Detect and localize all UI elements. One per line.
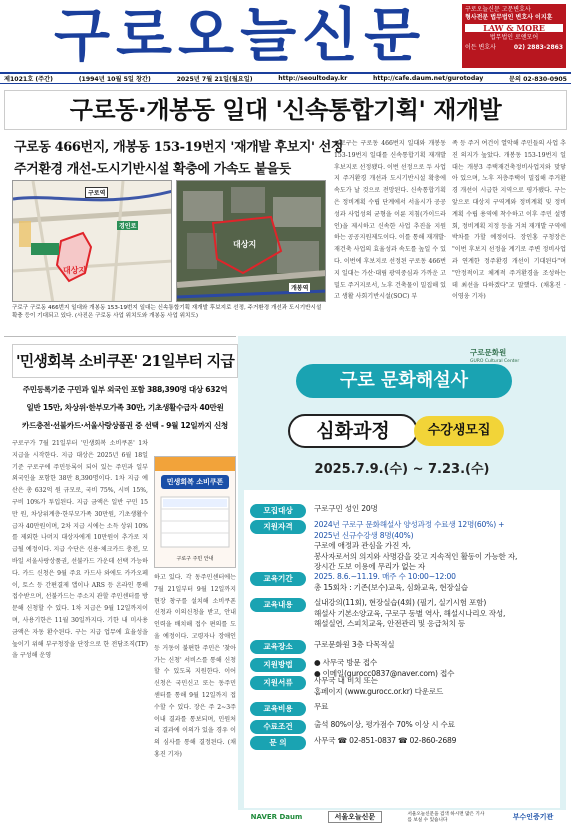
poster-row-line: 실내강의(11회), 현장실습(4회) (필기, 실기시험 포함) [314, 598, 487, 607]
ad-line-2: 형사전문 법무법인 변호사 이지훈 [465, 14, 553, 21]
second-subheadline-1: 주민등록기준 구민과 일부 외국인 포함 388,390명 대상 632억 [22, 385, 228, 394]
map1-road-label: 경인로 [119, 223, 137, 230]
poster-row-label: 교육비용 [250, 702, 306, 716]
coupon-poster-thumbnail [154, 456, 236, 568]
poster-row-label: 교육내용 [250, 598, 306, 612]
poster-row-line: 봉사자로서의 의지와 사명감을 갖고 지속적인 활동이 가능한 자, [314, 551, 518, 561]
ad-phone: 02) 2883-2863 [513, 44, 563, 51]
poster-course: 심화과정 [288, 414, 418, 448]
poster-row-line: 해설사 기본소양교육, 구로구 동별 역사, 해설시나리오 작성, [314, 608, 506, 618]
poster-row-label: 교육기간 [250, 572, 306, 586]
search-box[interactable]: 서울오늘신문 [328, 811, 383, 823]
map2-station-label: 개봉역 [291, 285, 309, 292]
poster-row-line: 2025년 신규수강생 8명(40%) [314, 530, 414, 540]
certification-badge: 부수인증기관 [512, 813, 554, 821]
poster-footer [238, 810, 566, 824]
lead-body-column-1: 구로구는 구로동 466번지 일대와 개봉동 153-19번지 일대를 신속통합기획 재개발 후보지로 선정됐다. 이번 선정으로 두 사업지 주거환경 개선과 도시기반시설 확충에 속도가 날 것으로 전망된다. 신속통합기획은 정비계획 수립 단계에서 서울시가 공공성과 사업성의 균형을 이룬 지침(가이드라인)을 제시하고 신속한 사업 추진을 지원하는 공공지원제도이다. 이를 통해 재개발·재건축 사업의 효율성과 속도를 높일 수 있다. 이번에 후보지로 선정된 구로동 466번지 일대는 가산·대림 광역중심과 가까운 고밀도 주거지로서, 노후 건축물이 밀집해 있고 생활 사회기반시설(SOC) 부 [334, 140, 446, 301]
ad-line-1: 구로오늘신문 고문변호사 [465, 6, 531, 13]
poster-row-line: 장시간 도보 이용에 무리가 없는 자 [314, 562, 425, 571]
poster-row-value [314, 676, 443, 697]
poster-row-label: 문 의 [250, 736, 306, 750]
poster-row-value [314, 640, 394, 651]
poster-row-value [314, 598, 505, 630]
poster-row-label: 모집대상 [250, 504, 306, 518]
thumb-note: 구로구 주민 안내 [176, 556, 214, 562]
poster-row-value [314, 720, 455, 731]
guro-map-drawing [13, 181, 172, 302]
second-body-column-2: 하고 있다. 각 동주민센터에는 7월 21일부터 9월 12일까지 현장 창구를 설치해 소비쿠폰 신청과 이의신청을 받고, 안내 인력을 배치해 접수 편의를 도울 예정이다. 고령자나 장애인 등 거동이 불편한 주민은 '찾아가는 신청' 서비스를 통해 신청할 수 있도록 지원한다. 이어 신청은 국민신고 또는 동주민센터를 통해 9월 12일까지 접수할 수 있다. 장은 주 2~3주 이내 결과를 통보되며, 민원처리 결과에 이의가 있을 경우 이의 심사를 통해 결정된다. (채홍진 기자) [154, 574, 236, 758]
newspaper-title: 구로오늘신문 [54, 1, 427, 69]
poster-row-line: ● 사무국 방문 접수 [314, 658, 378, 667]
founded-date: (1994년 10월 5일 창간) [78, 76, 151, 83]
poster-row-line: 총 15회차 : 기존(보수)교육, 심화교육, 현장실습 [314, 582, 468, 592]
guro-site-map [12, 180, 172, 302]
contact-phone: 문의 02-830-0905 [509, 76, 567, 83]
cafe-link[interactable]: http://cafe.daum.net/gurotoday [373, 75, 484, 82]
second-headline[interactable]: '민생회복 소비쿠폰' 21일부터 지급 [12, 344, 238, 378]
poster-row-label: 지원자격 [250, 520, 306, 534]
poster-row-line: 해설실연, 스피치교육, 안전관리 및 응급처치 등 [314, 619, 466, 628]
portal-logos: NAVER Daum [250, 813, 303, 821]
poster-row-label: 지원서류 [250, 676, 306, 690]
poster-info-row [250, 572, 468, 593]
poster-row-label: 수료조건 [250, 720, 306, 734]
poster-row-line: 사무국 ☎ 02-851-0837 ☎ 02-860-2689 [314, 736, 457, 745]
ad-firm-logo: LAW & MORE [465, 24, 563, 32]
poster-recruit-badge: 수강생모집 [414, 416, 504, 446]
map1-station-label: 구로역 [85, 187, 108, 198]
poster-row-value [314, 702, 328, 713]
poster-info-row [250, 736, 456, 750]
website-link[interactable]: http://seoultoday.kr [278, 75, 348, 82]
poster-row-line: 2024년 구로구 문화해설사 양성과정 수료생 12명(60%) + [314, 520, 505, 529]
poster-info-row [250, 676, 443, 697]
poster-info-row [250, 720, 455, 734]
lead-subheadline-2: 주거환경 개선-도시기반시설 확충에 가속도 붙을듯 [14, 162, 291, 177]
publish-date: 2025년 7월 21일(월요일) [176, 76, 253, 83]
poster-row-line: 2025. 8.6.~11.19. 매주 수 10:00~12:00 [314, 572, 456, 581]
poster-info-row [250, 504, 378, 518]
poster-row-value [314, 572, 468, 593]
poster-info-row [250, 702, 328, 716]
second-body-column-1: 구로구가 7월 21일부터 '민생회복 소비쿠폰' 1차 지급을 시작한다. 지급 대상은 2025년 6월 18일 기준 구로구에 주민등록이 되어 있는 주민과 일부 외국인을 포함한 38만 8,390명이다. 1차 지급 예산은 총 632억 원 규모로, 국비 75%, 시비 15%, 구비 10%가 투입된다. 지급 금액은 일반 구민 15만 원, 차상위계층·한부모가족 30만원, 기초생활수급자 40만원이며, 2차 지급 시에는 소득 상위 10% 를 제외한 나머지 대상자에게 10만원이 추가로 지급될 예정이다. 지급 수단은 신용·체크카드 충전, 모바일 서울사랑상품권, 선불카드 가운데 선택 가능하다. 카드 신청은 9월 주요 카드사 와에도 카카오페이, 토스 등 간편결제 앱이나 ARS 등 온라인 통해 접수받으며, 선불카드는 주소지 관할 주민센터를 방문해 신청할 수 있다. 1차 지급은 9월 12일까지이며, 사용기한은 11월 30일까지다. 기한 내 미사용 금액은 자동 환수된다. 구는 지급 업무에 효율성을 높이기 위해 부구청장을 단장으로 한 전담조직(TF)을 구성해 운영 [12, 440, 148, 660]
poster-row-line: 사무국 내 비치 또는 [314, 676, 378, 685]
map1-site-label: 대상지 [63, 266, 87, 275]
lead-headline[interactable]: 구로동·개봉동 일대 '신속통합기획' 재개발 [4, 90, 567, 130]
gaebong-site-map [176, 180, 326, 302]
poster-row-line: 구로구민 성인 20명 [314, 504, 378, 513]
second-subheadline-2: 일반 15만, 차상위·한부모가족 30만, 기초생활수급자 40만원 [26, 403, 224, 412]
poster-row-label: 지원방법 [250, 658, 306, 672]
poster-row-line: 무료 [314, 702, 329, 711]
poster-row-value [314, 504, 378, 515]
poster-info-row [250, 640, 394, 654]
poster-title: 구로 문화해설사 [296, 364, 512, 398]
second-subheadline-3: 카드충전·선불카드·서울사랑상품권 중 선택 - 9월 12일까지 신청 [22, 421, 228, 430]
poster-row-value [314, 736, 456, 747]
lead-photo-caption: 구로구 구로동 466번지 일대와 개봉동 153-19번지 일대는 신속통합기획 재개발 후보지로 선정, 주거환경 개선과 도시기반시설 확충 등이 기대되고 있다. (사진은 구로동 사업 위치도와 개봉동 사업 위치도) [12, 305, 322, 319]
ad-firm-sub: 법무법인 로앤모어 [489, 34, 539, 41]
poster-row-value [314, 520, 517, 573]
poster-row-line: 홈페이지 (www.gurocc.or.kr) 다운로드 [314, 686, 444, 696]
poster-org-sub: GURO Cultural Center [470, 359, 520, 364]
poster-row-line: 출석 80%이상, 평가점수 70% 이상 시 수료 [314, 720, 455, 729]
law-firm-ad[interactable] [462, 4, 566, 68]
poster-info-row [250, 598, 505, 630]
issue-number: 제1021호 (주간) [4, 76, 53, 83]
thumb-table-graphic [155, 493, 235, 553]
poster-date: 2025.7.9.(수) ~ 7.23.(수) [314, 462, 490, 477]
poster-row-line: 구로에 애정과 관심을 가진 자, [314, 541, 411, 550]
lead-body-column-2: 족 등 주거 여건이 열악해 주민들의 사업 추진 의지가 높았다. 개봉동 153-19번지 일대는 개봉3 주택재건축정비사업지와 맞닿아 있으며, 노후 저층주택이 밀집해 주거환경 개선이 시급한 지역으로 평가됐다. 구는 앞으로 대상지 구역계와 정비계획 및 정비계획 수립 용역에 착수하고 이후 주민 설명회, 정비계획 지정 등을 거쳐 재개발 구역에 박차를 가할 예정이다. 장인홍 구청장은 "이번 후보지 선정을 계기로 주변 정비사업과 연계한 정주환경 개선이 기대된다"며 "안정적이고 체계적 주거환경을 조성하는 데 최선을 다하겠다"고 말했다. (채홍진 · 이영웅 기자) [452, 140, 566, 301]
map2-site-label: 대상지 [233, 240, 257, 249]
poster-info-row [250, 520, 517, 573]
poster-row-label: 교육장소 [250, 640, 306, 654]
dateline-bar [0, 72, 571, 84]
culture-center-poster[interactable] [238, 336, 566, 824]
search-hint: 서울오늘신문을 검색 하시면 많은 기사를 보실 수 있습니다 [407, 812, 485, 823]
poster-row-line: 구로문화원 3층 다목적실 [314, 640, 395, 649]
lead-subheadline-1: 구로동 466번지, 개봉동 153-19번지 '재개발 후보지' 선정 [14, 140, 344, 155]
thumb-title: 민생회복 소비쿠폰 [161, 475, 229, 489]
ad-phone-label: 이든 변호사 [465, 44, 496, 51]
masthead [0, 0, 571, 72]
poster-org-name: 구로문화원 [470, 348, 507, 357]
poster-row-line: ● 이메일(gurocc0837@naver.com) 접수 [314, 668, 455, 678]
section-divider [4, 336, 236, 337]
